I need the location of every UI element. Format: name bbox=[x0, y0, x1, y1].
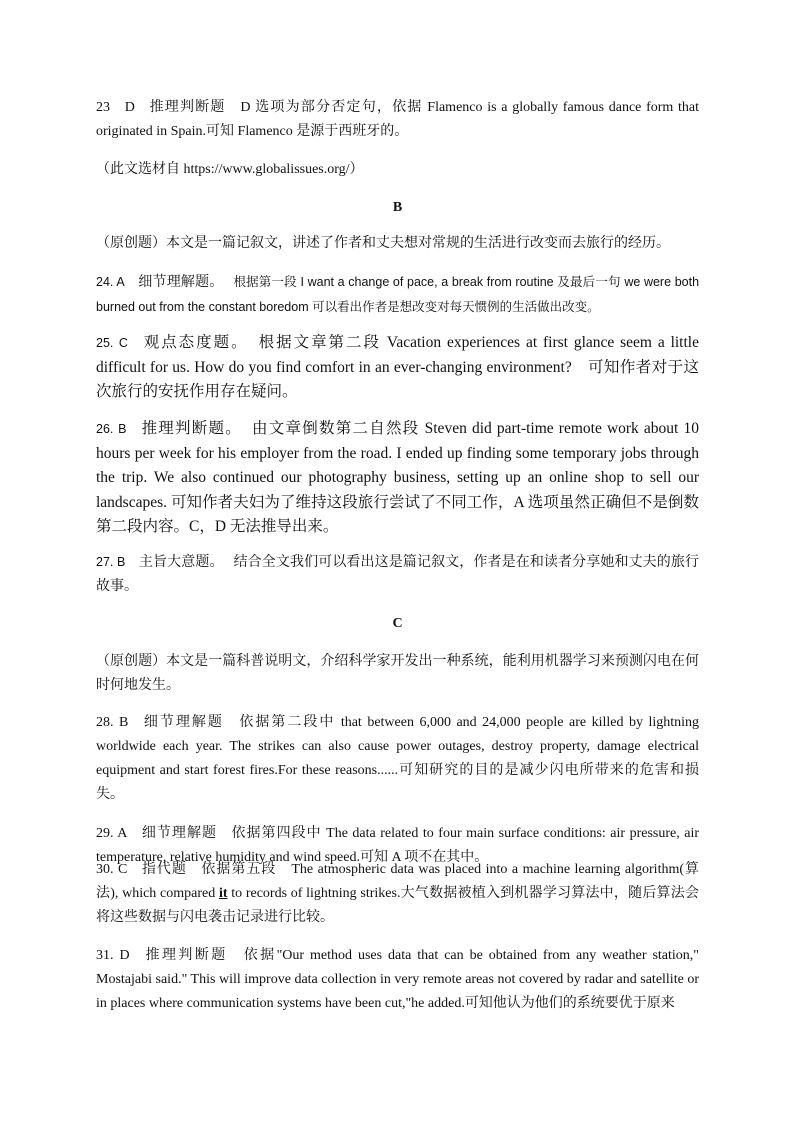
explanation: 结合全文我们可以看出这是篇记叙文，作者是在和读者分享她和丈夫的旅行故事。 bbox=[96, 555, 700, 594]
answer-31 bbox=[96, 944, 699, 1016]
question-number: 28. B bbox=[96, 715, 129, 730]
question-type: 推理判断题。 bbox=[141, 420, 243, 437]
explanation: 根据第一段 I want a change of pace, a break from routine 及最后一句 we were both burned out from the constant boredom 可以看出作者是想改变对每天惯例的生活做出改变。 bbox=[96, 275, 700, 314]
explanation-part1: 依据第五段 The atmospheric data was placed into a machine learning algorithm(算法), which compared bbox=[96, 862, 700, 901]
answer-25 bbox=[96, 331, 699, 405]
explanation-part2: to records of lightning strikes.大气数据被植入到机器学习算法中，随后算法会将这些数据与闪电袭击记录进行比较。 bbox=[96, 886, 699, 925]
question-type: 细节理解题。 bbox=[138, 275, 224, 290]
answer-26 bbox=[96, 417, 699, 540]
question-type: 观点态度题。 bbox=[143, 334, 249, 351]
question-number: 26. B bbox=[96, 422, 127, 436]
question-type: 细节理解题 bbox=[143, 715, 224, 730]
question-number: 29. A bbox=[96, 826, 128, 841]
highlighted-word: it bbox=[218, 886, 228, 901]
answer-28 bbox=[96, 711, 699, 807]
explanation: 由文章倒数第二自然段 Steven did part-time remote work about 10 hours per week for his employer from the road. I ended up finding some temporary jobs through the trip. We also continued our photography business, setting up an online shop to sell our landscapes. 可知作者夫妇为了维持这段旅行尝试了不同工作，A 选项虽然正确但不是倒数第二段内容。C，D 无法推导出来。 bbox=[96, 420, 699, 535]
explanation: 根据文章第二段 Vacation experiences at first glance seem a little difficult for us. How do you find comfort in an ever-changing environment? 可知作者对于这次旅行的安抚作用存在疑问。 bbox=[96, 334, 699, 400]
question-number: 24. A bbox=[96, 275, 125, 289]
question-number: 25. C bbox=[96, 336, 128, 350]
answer-30 bbox=[96, 858, 699, 930]
question-type: 推理判断题 bbox=[149, 100, 226, 115]
explanation: 依据第二段中 that between 6,000 and 24,000 people are killed by lightning worldwide each year. The strikes can also cause power outages, destroy property, damage electrical equipment and start forest fires.For these reasons......可知研究的目的是减少闪电所带来的危害和损失。 bbox=[96, 715, 700, 802]
answer-letter: D bbox=[124, 100, 135, 115]
question-number: 30. C bbox=[96, 862, 128, 877]
explanation: 依据"Our method uses data that can be obtained from any weather station," Mostajabi said." This will improve data collection in very remote areas not covered by radar and satellite or in places where communication systems have been cut,"he added.可知他认为他们的系统要优于原来 bbox=[96, 948, 700, 1011]
question-number: 31. D bbox=[96, 948, 130, 963]
explanation: D 选项为部分否定句，依据 Flamenco is a globally famous dance form that originated in Spain.可知 Flamenco 是源于西班牙的。 bbox=[96, 100, 700, 139]
section-b-intro: （原创题）本文是一篇记叙文，讲述了作者和丈夫想对常规的生活进行改变而去旅行的经历。 bbox=[96, 236, 670, 251]
question-type: 细节理解题 bbox=[141, 826, 217, 841]
answer-24 bbox=[96, 270, 699, 320]
answer-27 bbox=[96, 550, 699, 599]
question-number: 23 bbox=[96, 100, 110, 115]
section-c-heading: C bbox=[392, 616, 403, 631]
answer-23 bbox=[96, 96, 699, 144]
question-type: 指代题 bbox=[141, 862, 187, 877]
source-note: （此文选材自 https://www.globalissues.org/） bbox=[96, 162, 364, 177]
question-type: 主旨大意题。 bbox=[138, 555, 224, 570]
question-type: 推理判断题 bbox=[145, 948, 228, 963]
explanation: 依据第四段中 The data related to four main surface conditions: air pressure, air temperature, relative humidity and wind speed.可知 A 项不在其中。 bbox=[96, 826, 700, 865]
question-number: 27. B bbox=[96, 555, 126, 569]
section-b-heading: B bbox=[392, 200, 403, 215]
section-c-intro: （原创题）本文是一篇科普说明文，介绍科学家开发出一种系统，能利用机器学习来预测闪电在何时何地发生。 bbox=[96, 654, 699, 693]
